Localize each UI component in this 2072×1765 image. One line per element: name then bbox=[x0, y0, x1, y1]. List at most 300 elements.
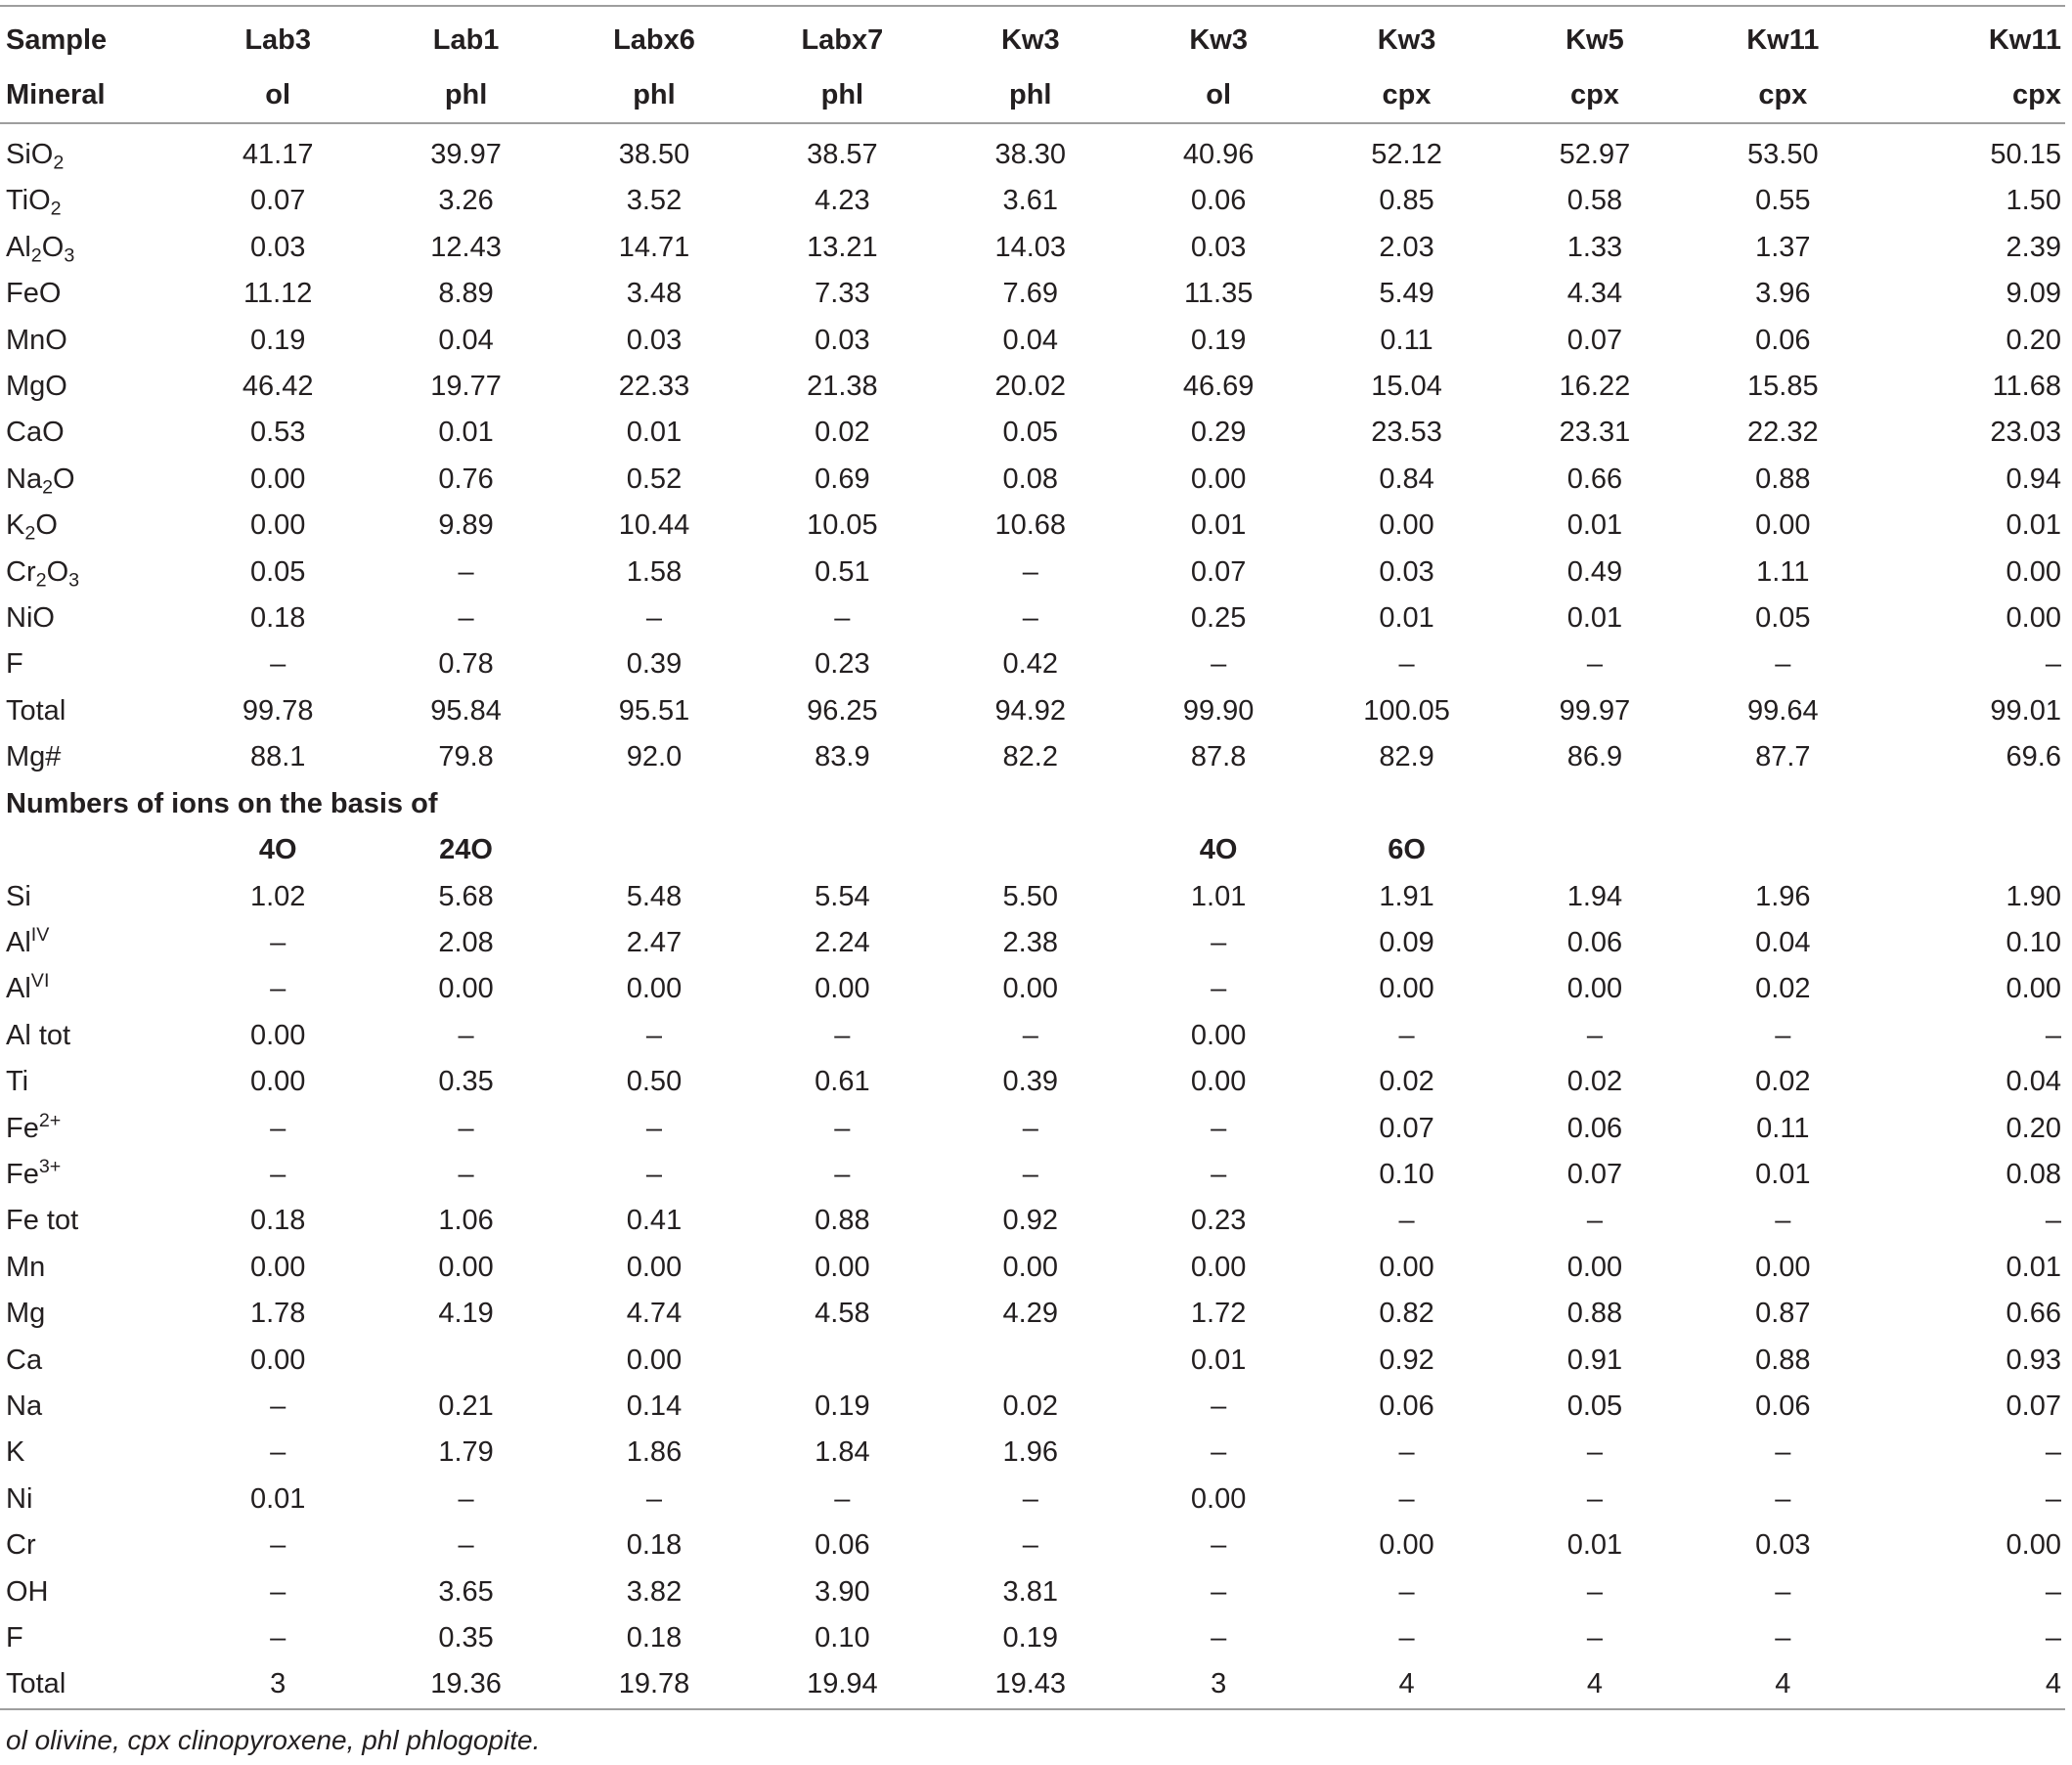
value-cell: – bbox=[1398, 1205, 1415, 1237]
value-cell: 3.61 bbox=[1002, 185, 1058, 217]
value-cell: – bbox=[834, 1112, 851, 1144]
value-cell: 0.00 bbox=[1190, 1251, 1247, 1283]
oxide-row bbox=[0, 596, 2065, 641]
label-base: Mg bbox=[6, 1298, 46, 1330]
value-cell: – bbox=[1211, 1390, 1227, 1422]
value-cell: – bbox=[2045, 1575, 2061, 1608]
row-label bbox=[0, 1013, 184, 1059]
value-cell: 0.00 bbox=[2006, 602, 2061, 635]
value-cell: 2.38 bbox=[1002, 926, 1058, 958]
value-cell: 14.71 bbox=[618, 231, 690, 263]
value-cell: 0.94 bbox=[2006, 463, 2061, 495]
value-cell: 0.05 bbox=[1002, 417, 1058, 449]
row-label bbox=[0, 318, 184, 364]
oxide-row bbox=[0, 503, 2065, 549]
value-cell: – bbox=[1022, 1482, 1038, 1515]
label-base: Cr bbox=[6, 555, 36, 588]
label-base: Fe tot bbox=[6, 1205, 79, 1237]
value-cell bbox=[748, 1338, 936, 1384]
label-base: Cr bbox=[6, 1529, 36, 1562]
value-cell: 2.47 bbox=[626, 926, 683, 958]
label-tail: O bbox=[46, 555, 69, 588]
value-cell: 19.77 bbox=[430, 371, 502, 403]
value-cell: 8.89 bbox=[438, 278, 494, 310]
value-cell: 15.04 bbox=[1371, 371, 1442, 403]
value-cell: – bbox=[458, 1529, 474, 1562]
value-cell: 1.91 bbox=[1379, 880, 1434, 912]
value-cell: 87.7 bbox=[1755, 741, 1811, 773]
label-base: Fe bbox=[6, 1158, 39, 1190]
value-cell bbox=[937, 1338, 1124, 1384]
value-cell: 86.9 bbox=[1566, 741, 1623, 773]
value-cell: 4.74 bbox=[626, 1298, 683, 1330]
value-cell: 40.96 bbox=[1182, 139, 1255, 170]
row-label bbox=[0, 550, 184, 596]
value-cell: 0.00 bbox=[2006, 1529, 2061, 1562]
label-subscript: 3 bbox=[64, 244, 75, 267]
value-cell: 3.26 bbox=[438, 185, 494, 217]
value-cell: 1.50 bbox=[2006, 185, 2061, 217]
ion-row bbox=[0, 1338, 2065, 1384]
value-cell: 19.78 bbox=[560, 1661, 748, 1708]
basis-cell bbox=[937, 827, 1124, 873]
row-label bbox=[0, 1338, 184, 1384]
ions-section-heading: Numbers of ions on the basis of bbox=[6, 787, 438, 819]
value-cell: 0.87 bbox=[1755, 1298, 1811, 1330]
ion-row bbox=[0, 1430, 2065, 1476]
ions-section-row bbox=[0, 781, 2065, 827]
label-superscript: VI bbox=[30, 970, 50, 993]
label-base: SiO bbox=[6, 139, 54, 170]
value-cell: – bbox=[2045, 1436, 2061, 1469]
value-cell: 0.01 bbox=[438, 417, 494, 449]
value-cell: 10.68 bbox=[994, 509, 1067, 542]
row-label bbox=[0, 734, 184, 780]
oxide-row bbox=[0, 123, 2065, 178]
value-cell: 3 bbox=[184, 1661, 372, 1708]
value-cell: 83.9 bbox=[815, 741, 870, 773]
value-cell: – bbox=[2045, 1622, 2061, 1654]
value-cell: 0.21 bbox=[438, 1390, 494, 1422]
value-cell: 0.00 bbox=[1379, 973, 1434, 1005]
value-cell: – bbox=[270, 926, 287, 958]
ion-row bbox=[0, 1291, 2065, 1337]
value-cell: – bbox=[1586, 1205, 1603, 1237]
table-body bbox=[0, 123, 2065, 1709]
value-cell: 0.19 bbox=[815, 1390, 870, 1422]
value-cell: 3.90 bbox=[815, 1575, 870, 1608]
value-cell: – bbox=[458, 602, 474, 635]
label-subscript: 2 bbox=[53, 152, 65, 174]
value-cell: 0.00 bbox=[249, 1251, 306, 1283]
value-cell: 0.06 bbox=[1755, 1390, 1811, 1422]
value-cell: 15.85 bbox=[1747, 371, 1819, 403]
value-cell: 14.03 bbox=[994, 231, 1067, 263]
value-cell: 94.92 bbox=[994, 694, 1067, 727]
mineral-header: cpx bbox=[1689, 73, 1876, 123]
value-cell: 99.01 bbox=[1990, 694, 2061, 727]
value-cell: 0.00 bbox=[1755, 1251, 1811, 1283]
basis-cell: 4O bbox=[1199, 834, 1238, 866]
value-cell: 52.97 bbox=[1559, 139, 1631, 170]
value-cell: 0.07 bbox=[1566, 324, 1623, 356]
value-cell: 0.88 bbox=[1566, 1298, 1623, 1330]
value-cell: 79.8 bbox=[438, 741, 494, 773]
value-cell: – bbox=[458, 1112, 474, 1144]
label-base: Total bbox=[6, 694, 66, 727]
value-cell: 0.06 bbox=[1566, 1112, 1623, 1144]
value-cell: 0.00 bbox=[1002, 973, 1058, 1005]
value-cell: 0.02 bbox=[1755, 973, 1811, 1005]
basis-cell bbox=[1501, 827, 1689, 873]
value-cell: 2.08 bbox=[438, 926, 494, 958]
value-cell: 1.72 bbox=[1190, 1298, 1247, 1330]
value-cell: – bbox=[270, 1575, 287, 1608]
value-cell: – bbox=[645, 1158, 663, 1190]
value-cell: 0.51 bbox=[815, 555, 870, 588]
value-cell: – bbox=[1211, 1622, 1227, 1654]
value-cell: 23.03 bbox=[1990, 417, 2061, 449]
value-cell: 5.49 bbox=[1379, 278, 1434, 310]
oxide-row bbox=[0, 225, 2065, 271]
value-cell: 0.66 bbox=[1566, 463, 1623, 495]
label-base: Si bbox=[6, 880, 31, 912]
basis-label bbox=[0, 827, 184, 873]
row-label bbox=[0, 1106, 184, 1152]
value-cell: 1.02 bbox=[249, 880, 306, 912]
row-label bbox=[0, 1291, 184, 1337]
value-cell: 20.02 bbox=[994, 371, 1067, 403]
value-cell: 0.41 bbox=[626, 1205, 683, 1237]
value-cell: – bbox=[2045, 648, 2061, 681]
value-cell: – bbox=[1211, 926, 1227, 958]
sample-header: Labx6 bbox=[560, 6, 748, 73]
value-cell: 5.68 bbox=[438, 880, 494, 912]
value-cell: 0.00 bbox=[815, 1251, 870, 1283]
value-cell: 0.04 bbox=[2006, 1066, 2061, 1098]
value-cell: – bbox=[458, 1158, 474, 1190]
row-label bbox=[0, 966, 184, 1012]
label-base: Al tot bbox=[6, 1019, 71, 1051]
value-cell: – bbox=[834, 1019, 851, 1051]
label-base: Fe bbox=[6, 1112, 39, 1144]
value-cell: 0.01 bbox=[1190, 509, 1247, 542]
value-cell: 1.37 bbox=[1755, 231, 1811, 263]
sample-header: Kw11 bbox=[1877, 6, 2065, 73]
value-cell: 88.1 bbox=[249, 741, 306, 773]
value-cell: – bbox=[270, 973, 287, 1005]
value-cell: 4 bbox=[1689, 1661, 1876, 1708]
value-cell: 0.50 bbox=[626, 1066, 683, 1098]
value-cell: 12.43 bbox=[430, 231, 502, 263]
value-cell: 0.03 bbox=[1190, 231, 1247, 263]
row-label bbox=[0, 1569, 184, 1615]
row-label bbox=[0, 1384, 184, 1430]
value-cell: 0.00 bbox=[1755, 509, 1811, 542]
label-base: Total bbox=[6, 1668, 66, 1700]
value-cell: – bbox=[1211, 648, 1227, 681]
value-cell: 0.06 bbox=[1190, 185, 1247, 217]
value-cell: 3.65 bbox=[438, 1575, 494, 1608]
value-cell: 0.82 bbox=[1379, 1298, 1434, 1330]
value-cell: – bbox=[1211, 973, 1227, 1005]
label-base: K bbox=[6, 509, 25, 542]
row-label bbox=[0, 503, 184, 549]
ion-row bbox=[0, 1384, 2065, 1430]
value-cell: 0.00 bbox=[438, 973, 494, 1005]
value-cell: 5.48 bbox=[626, 880, 683, 912]
label-superscript: 3+ bbox=[38, 1156, 62, 1178]
value-cell: – bbox=[1586, 1019, 1603, 1051]
mineral-label: Mineral bbox=[0, 73, 184, 123]
ion-row bbox=[0, 1245, 2065, 1291]
row-label bbox=[0, 1522, 184, 1568]
value-cell: 0.39 bbox=[626, 648, 683, 681]
value-cell: 1.84 bbox=[815, 1436, 870, 1469]
row-label bbox=[0, 123, 184, 178]
value-cell: 0.02 bbox=[1002, 1390, 1058, 1422]
value-cell: 1.78 bbox=[249, 1298, 306, 1330]
value-cell: 50.15 bbox=[1990, 139, 2061, 170]
oxide-row bbox=[0, 318, 2065, 364]
value-cell: 0.03 bbox=[1755, 1529, 1811, 1562]
row-label bbox=[0, 457, 184, 503]
oxide-row bbox=[0, 364, 2065, 410]
row-label bbox=[0, 178, 184, 224]
label-base: Al bbox=[6, 973, 31, 1005]
value-cell: 0.66 bbox=[2006, 1298, 2061, 1330]
value-cell: – bbox=[1211, 1436, 1227, 1469]
value-cell: 0.35 bbox=[438, 1066, 494, 1098]
value-cell: 0.04 bbox=[438, 324, 494, 356]
value-cell: 0.92 bbox=[1002, 1205, 1058, 1237]
basis-cell bbox=[560, 827, 748, 873]
value-cell: – bbox=[1775, 1482, 1791, 1515]
value-cell: – bbox=[1586, 1575, 1603, 1608]
value-cell: 0.18 bbox=[626, 1622, 683, 1654]
value-cell: 0.03 bbox=[626, 324, 683, 356]
value-cell: – bbox=[1398, 1622, 1415, 1654]
value-cell: 4.34 bbox=[1566, 278, 1623, 310]
value-cell: 3.81 bbox=[1002, 1575, 1058, 1608]
oxide-row bbox=[0, 641, 2065, 687]
value-cell: 0.03 bbox=[815, 324, 870, 356]
row-label bbox=[0, 1430, 184, 1476]
mineral-header: phl bbox=[560, 73, 748, 123]
value-cell: 0.01 bbox=[249, 1482, 306, 1515]
value-cell: 92.0 bbox=[626, 741, 683, 773]
value-cell: – bbox=[1775, 1019, 1791, 1051]
value-cell: 1.96 bbox=[1002, 1436, 1058, 1469]
value-cell: 1.33 bbox=[1566, 231, 1623, 263]
value-cell: 0.55 bbox=[1755, 185, 1811, 217]
value-cell: – bbox=[1775, 1575, 1791, 1608]
value-cell: – bbox=[1022, 602, 1038, 635]
value-cell: 0.19 bbox=[1190, 324, 1247, 356]
value-cell: 0.58 bbox=[1566, 185, 1623, 217]
value-cell: – bbox=[458, 1482, 474, 1515]
row-label bbox=[0, 1661, 184, 1708]
value-cell: – bbox=[645, 1482, 663, 1515]
ion-row bbox=[0, 874, 2065, 920]
oxide-row bbox=[0, 550, 2065, 596]
value-cell: 0.23 bbox=[1190, 1205, 1247, 1237]
value-cell: 3.82 bbox=[626, 1575, 683, 1608]
value-cell: 0.05 bbox=[1755, 602, 1811, 635]
value-cell: 0.02 bbox=[1379, 1066, 1434, 1098]
value-cell: 99.78 bbox=[242, 694, 314, 727]
value-cell: 3.96 bbox=[1755, 278, 1811, 310]
value-cell: – bbox=[1022, 555, 1038, 588]
value-cell: 0.08 bbox=[1002, 463, 1058, 495]
value-cell: – bbox=[1586, 648, 1603, 681]
value-cell: 1.79 bbox=[438, 1436, 494, 1469]
value-cell: 0.08 bbox=[2006, 1158, 2061, 1190]
value-cell: 0.10 bbox=[2006, 926, 2061, 958]
ion-row bbox=[0, 1661, 2065, 1708]
value-cell: – bbox=[1775, 648, 1791, 681]
value-cell: 0.00 bbox=[438, 1251, 494, 1283]
mineral-header: phl bbox=[748, 73, 936, 123]
value-cell: – bbox=[834, 1158, 851, 1190]
value-cell: 0.06 bbox=[1566, 926, 1623, 958]
row-label bbox=[0, 596, 184, 641]
value-cell: 0.03 bbox=[1379, 555, 1434, 588]
mineral-header: phl bbox=[372, 73, 559, 123]
value-cell: – bbox=[270, 1112, 287, 1144]
value-cell: 0.49 bbox=[1566, 555, 1623, 588]
label-subscript: 3 bbox=[68, 569, 80, 592]
ion-row bbox=[0, 920, 2065, 966]
label-tail: O bbox=[35, 509, 58, 542]
value-cell: 99.90 bbox=[1182, 694, 1255, 727]
value-cell: 0.06 bbox=[815, 1529, 870, 1562]
value-cell: 0.05 bbox=[249, 555, 306, 588]
oxide-row bbox=[0, 457, 2065, 503]
value-cell: – bbox=[270, 1158, 287, 1190]
sample-header: Kw3 bbox=[1124, 6, 1312, 73]
value-cell: 2.24 bbox=[815, 926, 870, 958]
value-cell: 0.00 bbox=[626, 1344, 683, 1376]
sample-label: Sample bbox=[0, 6, 184, 73]
value-cell: 0.01 bbox=[2006, 509, 2061, 542]
label-superscript: 2+ bbox=[38, 1109, 62, 1131]
value-cell: 0.01 bbox=[2006, 1251, 2061, 1283]
ion-row bbox=[0, 1615, 2065, 1661]
value-cell: 53.50 bbox=[1747, 139, 1819, 170]
value-cell: 0.00 bbox=[626, 1251, 683, 1283]
ion-row bbox=[0, 1569, 2065, 1615]
value-cell: 96.25 bbox=[807, 694, 878, 727]
mineral-header: phl bbox=[937, 73, 1124, 123]
value-cell: 0.01 bbox=[1190, 1344, 1247, 1376]
value-cell: 0.01 bbox=[626, 417, 683, 449]
value-cell: – bbox=[1775, 1436, 1791, 1469]
label-subscript: 2 bbox=[30, 244, 42, 267]
value-cell: 39.97 bbox=[430, 139, 502, 170]
value-cell: 100.05 bbox=[1363, 694, 1450, 727]
value-cell: 0.00 bbox=[1379, 1529, 1434, 1562]
value-cell: – bbox=[1586, 1622, 1603, 1654]
value-cell: 0.85 bbox=[1379, 185, 1434, 217]
value-cell: 0.14 bbox=[626, 1390, 683, 1422]
value-cell: 1.01 bbox=[1190, 880, 1247, 912]
row-label bbox=[0, 225, 184, 271]
value-cell: – bbox=[1022, 1112, 1038, 1144]
value-cell: – bbox=[1211, 1575, 1227, 1608]
label-subscript: 2 bbox=[24, 522, 36, 545]
value-cell: 10.44 bbox=[618, 509, 690, 542]
label-base: F bbox=[6, 648, 23, 681]
value-cell: 23.31 bbox=[1559, 417, 1631, 449]
value-cell: 4.29 bbox=[1002, 1298, 1058, 1330]
value-cell: 2.39 bbox=[2006, 231, 2061, 263]
table-footnote: ol olivine, cpx clinopyroxene, phl phlogopite. bbox=[6, 1725, 541, 1755]
value-cell: 0.00 bbox=[1190, 1066, 1247, 1098]
oxide-row bbox=[0, 734, 2065, 780]
value-cell: 0.88 bbox=[815, 1205, 870, 1237]
value-cell: 0.10 bbox=[815, 1622, 870, 1654]
mineral-header: cpx bbox=[1312, 73, 1500, 123]
ion-row bbox=[0, 1477, 2065, 1522]
row-label bbox=[0, 1615, 184, 1661]
value-cell: 0.53 bbox=[249, 417, 306, 449]
row-label bbox=[0, 1152, 184, 1198]
value-cell: 4.23 bbox=[815, 185, 870, 217]
value-cell: 0.84 bbox=[1379, 463, 1434, 495]
value-cell: – bbox=[1398, 1019, 1415, 1051]
ion-row bbox=[0, 1059, 2065, 1105]
label-tail: O bbox=[41, 231, 65, 263]
basis-cell bbox=[1689, 827, 1876, 873]
value-cell bbox=[372, 1338, 559, 1384]
value-cell: 82.2 bbox=[1002, 741, 1058, 773]
value-cell: 0.00 bbox=[2006, 973, 2061, 1005]
ion-row bbox=[0, 1013, 2065, 1059]
value-cell: 0.00 bbox=[1190, 1019, 1247, 1051]
ion-row bbox=[0, 966, 2065, 1012]
value-cell: – bbox=[645, 1019, 663, 1051]
value-cell: – bbox=[1775, 1622, 1791, 1654]
value-cell: 0.25 bbox=[1190, 602, 1247, 635]
value-cell: 0.20 bbox=[2006, 1112, 2061, 1144]
label-subscript: 2 bbox=[35, 569, 47, 592]
value-cell: 38.50 bbox=[618, 139, 690, 170]
value-cell: 22.33 bbox=[618, 371, 690, 403]
ion-row bbox=[0, 1198, 2065, 1244]
value-cell: 0.01 bbox=[1379, 602, 1434, 635]
value-cell: 0.07 bbox=[249, 185, 306, 217]
value-cell: 2.03 bbox=[1379, 231, 1434, 263]
value-cell: 0.00 bbox=[1566, 1251, 1623, 1283]
value-cell: 4 bbox=[1501, 1661, 1689, 1708]
value-cell: 0.92 bbox=[1379, 1344, 1434, 1376]
value-cell: 0.18 bbox=[249, 1205, 306, 1237]
label-base: Ni bbox=[6, 1482, 33, 1515]
sample-header: Lab1 bbox=[372, 6, 559, 73]
row-label bbox=[0, 410, 184, 456]
value-cell: – bbox=[834, 602, 851, 635]
label-base: Na bbox=[6, 1390, 43, 1422]
value-cell: 0.05 bbox=[1566, 1390, 1623, 1422]
sample-header: Labx7 bbox=[748, 6, 936, 73]
sample-header: Kw3 bbox=[937, 6, 1124, 73]
value-cell: 0.11 bbox=[1380, 324, 1433, 356]
value-cell: 0.93 bbox=[2006, 1344, 2061, 1376]
value-cell: 82.9 bbox=[1379, 741, 1434, 773]
value-cell: 0.18 bbox=[249, 602, 306, 635]
value-cell: 4.58 bbox=[815, 1298, 870, 1330]
